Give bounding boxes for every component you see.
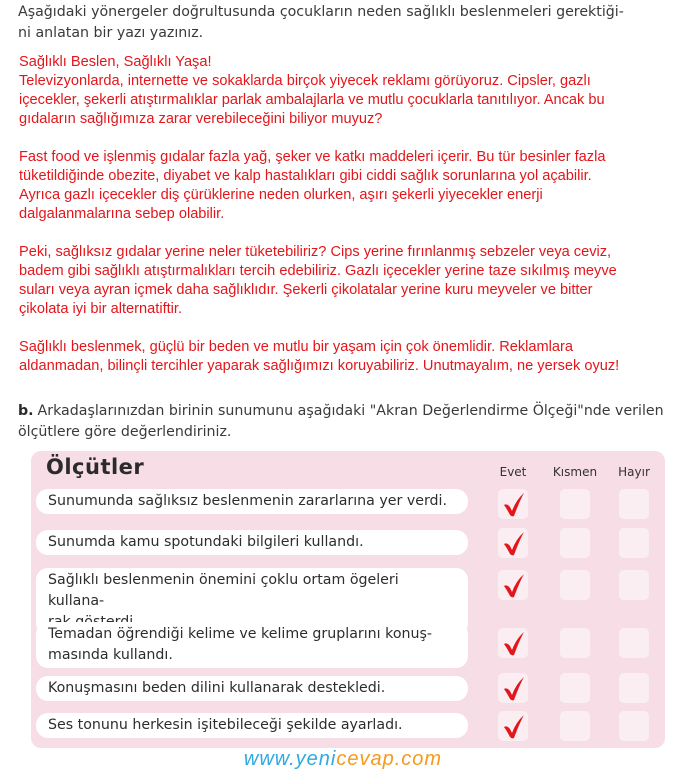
criteria-row: Sunumunda sağlıksız beslenmenin zararlarına yer verdi. xyxy=(36,489,468,514)
checkmark-icon xyxy=(501,712,527,740)
checkbox-evet[interactable] xyxy=(498,570,528,600)
essay-paragraph: Televizyonlarda, internette ve sokaklarda birçok yiyecek reklamı görüyoruz. Cipsler, gazlı içecekler, şekerli atıştırmalıklar parlak ambalajlarla ve mutlu çocuklarla tanıtılıyor. Ancak bu gıdaların sağlığımıza zarar verebileceğini biliyor muyuz? xyxy=(19,73,605,127)
essay-paragraph: Sağlıklı beslenmek, güçlü bir beden ve mutlu bir yaşam için çok önemlidir. Reklamlara aldanmadan, bilinçli tercihler yaparak sağlığımızı koruyabiliriz. Unutmayalım, ne yersek oyuz! xyxy=(19,339,620,374)
checkmark-icon xyxy=(501,490,527,518)
checkbox-evet[interactable] xyxy=(498,711,528,741)
essay-title: Sağlıklı Beslen, Sağlıklı Yaşa! xyxy=(19,54,212,70)
column-header-evet: Evet xyxy=(499,465,527,479)
checkbox-hayır[interactable] xyxy=(619,528,649,558)
checkmark-icon xyxy=(501,674,527,702)
criteria-row: Ses tonunu herkesin işitebileceği şekilde ayarladı. xyxy=(36,713,468,738)
essay-paragraph: Peki, sağlıksız gıdalar yerine neler tüketebiliriz? Cips yerine fırınlanmış sebzeler veya ceviz, badem gibi sağlıklı atıştırmalıkları tercih edebiliriz. Gazlı içecekler yerine taze sıkılmış meyve suları veya ayran içmek daha sağlıklıdır. Şekerli çikolatalar yerine kuru meyveler ve bitter çikolata iyi bir alternatiftir. xyxy=(19,244,617,317)
checkbox-evet[interactable] xyxy=(498,628,528,658)
checkbox-kısmen[interactable] xyxy=(560,528,590,558)
checkbox-evet[interactable] xyxy=(498,489,528,519)
checkbox-kısmen[interactable] xyxy=(560,673,590,703)
checkmark-icon xyxy=(501,529,527,557)
criteria-row: Sunumda kamu spotundaki bilgileri kullandı. xyxy=(36,530,468,555)
checkmark-icon xyxy=(501,629,527,657)
checkbox-hayır[interactable] xyxy=(619,570,649,600)
column-header-kismen: Kısmen xyxy=(552,465,598,479)
checkbox-kısmen[interactable] xyxy=(560,711,590,741)
checkbox-hayır[interactable] xyxy=(619,711,649,741)
footer-url-part1: www.yeni xyxy=(243,748,337,770)
question-b-label: b. xyxy=(18,403,34,419)
criteria-heading: Ölçütler xyxy=(46,455,145,479)
essay-paragraph: Fast food ve işlenmiş gıdalar fazla yağ, şeker ve katkı maddeleri içerir. Bu tür besinler fazla tüketildiğinde obezite, diyabet ve kalp hastalıkları gibi ciddi sağlık sorunlarına yol açabilir. Ayrıca gazlı içecekler diş çürüklerine neden olurken, aşırı şekerli yiyecekler enerji dalgalanmalarına sebep olabilir. xyxy=(19,149,606,222)
criteria-row: Konuşmasını beden dilini kullanarak destekledi. xyxy=(36,676,468,701)
checkbox-evet[interactable] xyxy=(498,528,528,558)
essay-answer xyxy=(19,53,684,395)
column-header-hayir: Hayır xyxy=(618,465,650,479)
question-b-text: Arkadaşlarınızdan birinin sunumunu aşağıdaki "Akran Değerlendirme Ölçeği"nde verilen ölçütlere göre değerlendiriniz. xyxy=(18,403,664,440)
checkbox-hayır[interactable] xyxy=(619,489,649,519)
criteria-row: Sağlıklı beslenmenin önemini çoklu ortam ögeleri kullana- xyxy=(36,568,468,635)
question-b xyxy=(18,401,678,443)
checkbox-hayır[interactable] xyxy=(619,628,649,658)
criteria-row: Temadan öğrendiği kelime ve kelime gruplarını konuş- masında kullandı. xyxy=(36,622,468,668)
checkbox-kısmen[interactable] xyxy=(560,489,590,519)
checkbox-kısmen[interactable] xyxy=(560,628,590,658)
checkbox-hayır[interactable] xyxy=(619,673,649,703)
checkbox-kısmen[interactable] xyxy=(560,570,590,600)
footer-watermark xyxy=(0,748,686,776)
instruction-text: Aşağıdaki yönergeler doğrultusunda çocukların neden sağlıklı beslenmeleri gerektiği- ni anlatan bir yazı yazınız. xyxy=(18,4,624,41)
footer-url-part2: cevap.com xyxy=(336,748,443,770)
checkbox-evet[interactable] xyxy=(498,673,528,703)
checkmark-icon xyxy=(501,571,527,599)
